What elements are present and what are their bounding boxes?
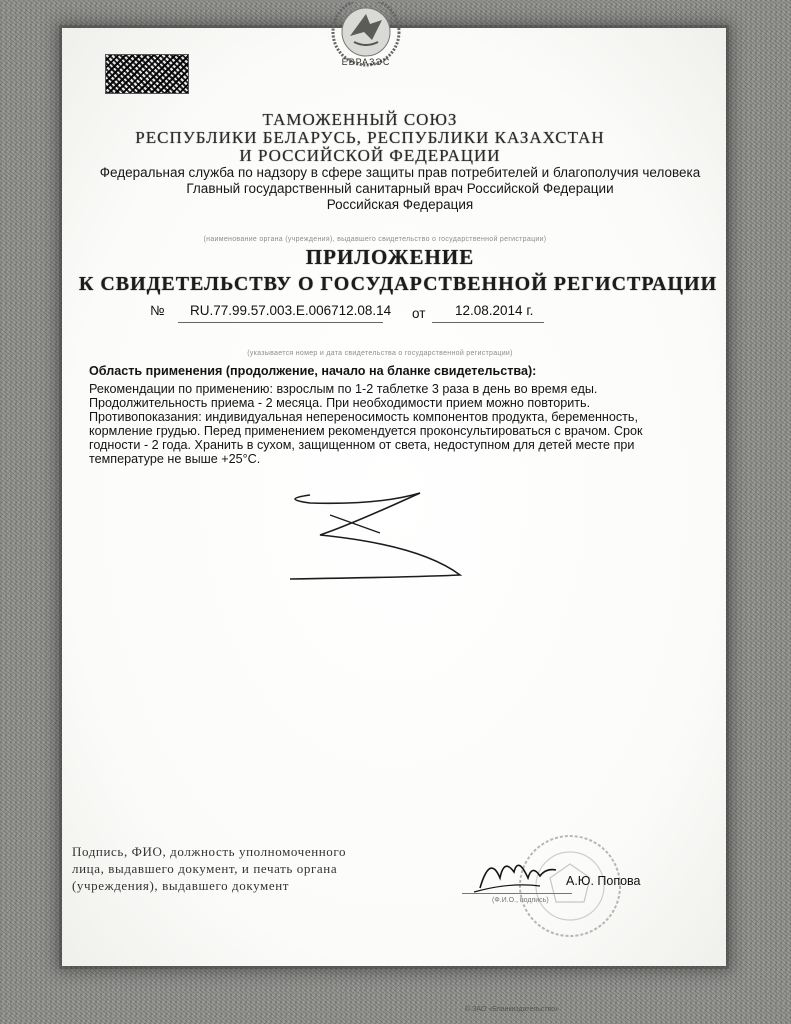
- eurasec-logo: [320, 2, 412, 70]
- date-underline: [432, 322, 544, 323]
- scope-heading: Область применения (продолжение, начало на бланке свидетельства):: [89, 364, 537, 378]
- footer-line3: (учреждения), выдавшего документ: [72, 878, 290, 893]
- agency-line3: Российская Федерация: [326, 197, 474, 212]
- signature-block-text: [72, 843, 412, 894]
- agency-line2: Главный государственный санитарный врач Российской Федерации: [186, 181, 614, 196]
- union-title-line1: ТАМОЖЕННЫЙ СОЮЗ: [262, 110, 458, 129]
- body-line5: годности - 2 года. Хранить в сухом, защищенном от света, недоступном для детей месте при: [89, 438, 635, 452]
- handwritten-signature: [470, 848, 570, 898]
- cancellation-mark: [270, 475, 470, 585]
- logo-text: ЕВРАЗЭС: [341, 57, 391, 67]
- barcode-pattern: [105, 54, 189, 94]
- body-line4: кормление грудью. Перед применением рекомендуется проконсультироваться с врачом. Срок: [89, 424, 643, 438]
- footer-line2: лица, выдавшего документ, и печать органа: [72, 861, 338, 876]
- agency-caption: (наименование органа (учреждения), выдавшего свидетельство о государственной регистрации): [203, 236, 547, 243]
- signature-underline: [462, 893, 572, 894]
- union-title-line2: РЕСПУБЛИКИ БЕЛАРУСЬ, РЕСПУБЛИКИ КАЗАХСТАН: [135, 128, 605, 147]
- scope-section: [89, 364, 649, 466]
- registration-caption: (указывается номер и дата свидетельства о государственной регистрации): [247, 350, 513, 357]
- signer-name: А.Ю. Попова: [566, 874, 641, 888]
- union-title-line3: И РОССИЙСКОЙ ФЕДЕРАЦИИ: [239, 146, 501, 165]
- number-underline: [178, 322, 383, 323]
- agency-line1: Федеральная служба по надзору в сфере защиты прав потребителей и благополучия человека: [99, 165, 701, 180]
- number-label: №: [150, 303, 165, 318]
- registration-date: 12.08.2014 г.: [455, 303, 534, 318]
- printer-info: © ЗАО «Бланкиздательство»: [465, 1006, 559, 1013]
- registration-number: RU.77.99.57.003.E.006712.08.14: [190, 303, 392, 318]
- body-line1: Рекомендации по применению: взрослым по 1-2 таблетке 3 раза в день во время еды.: [89, 382, 598, 396]
- body-line6: температуре не выше +25°С.: [89, 452, 261, 466]
- body-line2: Продолжительность приема - 2 месяца. При необходимости прием можно повторить.: [89, 396, 591, 410]
- footer-line1: Подпись, ФИО, должность уполномоченного: [72, 844, 347, 859]
- body-line3: Противопоказания: индивидуальная непереносимость компонентов продукта, беременность,: [89, 410, 638, 424]
- signature-caption: (Ф.И.О., подпись): [492, 897, 549, 904]
- date-label: от: [412, 306, 426, 321]
- appendix-title: ПРИЛОЖЕНИЕ: [305, 245, 475, 269]
- appendix-subtitle: К СВИДЕТЕЛЬСТВУ О ГОСУДАРСТВЕННОЙ РЕГИСТРАЦИИ: [78, 273, 718, 295]
